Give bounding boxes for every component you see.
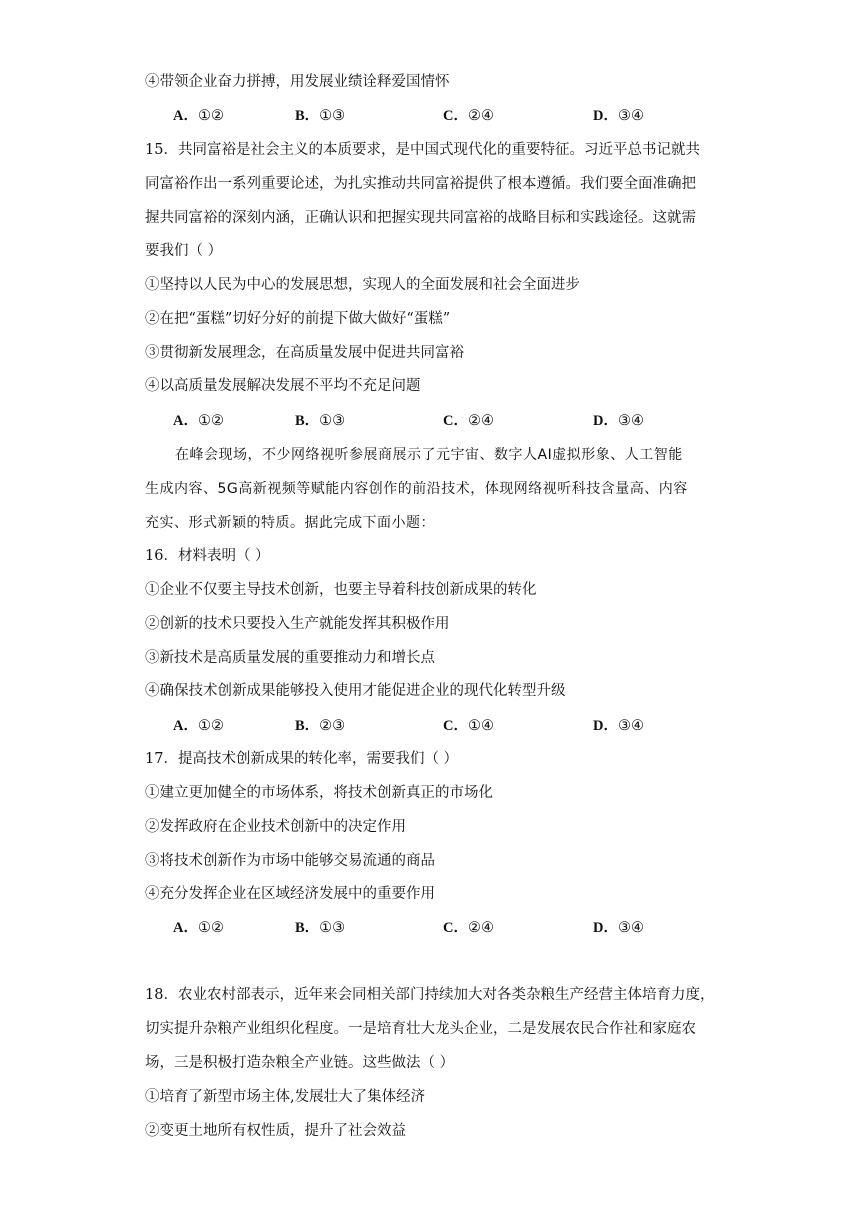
option-letter: B． [295,108,320,124]
option-text: ②③ [319,718,346,734]
option-letter: B． [295,413,320,429]
q14-option-a[interactable] [173,106,224,126]
option-text: ①③ [319,413,346,429]
q15-item-4: ④以高质量发展解决发展不平均不充足问题 [145,378,421,394]
option-letter: B． [295,718,320,734]
option-text: ①② [197,920,224,936]
option-text: ③④ [617,718,644,734]
q18-item-1: ①培育了新型市场主体,发展壮大了集体经济 [145,1089,426,1105]
option-letter: C． [443,413,468,429]
option-letter: C． [443,108,468,124]
q17-item-3: ③将技术创新作为市场中能够交易流通的商品 [145,853,435,869]
option-text: ②④ [467,920,494,936]
option-letter: A． [173,413,198,429]
option-text: ①③ [319,920,346,936]
option-letter: D． [593,920,618,936]
q18-item-2: ②变更土地所有权性质，提升了社会效益 [145,1123,406,1139]
q15-stem-line-2: 同富裕作出一系列重要论述，为扎实推动共同富裕提供了根本遵循。我们要全面准确把 [145,176,696,192]
option-letter: A． [173,718,198,734]
passage-line-2: 生成内容、5G高新视频等赋能内容创作的前沿技术，体现网络视听科技含量高、内容 [145,481,688,497]
option-letter: D． [593,108,618,124]
q15-stem-line-3: 握共同富裕的深刻内涵，正确认识和把握实现共同富裕的战略目标和实践途径。这就需 [145,210,696,226]
option-text: ③④ [617,108,644,124]
q18-stem-line-3: 场，三是积极打造杂粮全产业链。这些做法（ ） [145,1055,455,1071]
option-letter: C． [443,718,468,734]
q17-option-b[interactable] [295,918,345,938]
q17-item-2: ②发挥政府在企业技术创新中的决定作用 [145,819,406,835]
q16-option-d[interactable] [593,716,644,736]
q16-stem: 16．材料表明（ ） [145,548,270,564]
q15-item-2: ②在把“蛋糕”切好分好的前提下做大做好“蛋糕” [145,311,451,327]
q14-option-d[interactable] [593,106,644,126]
option-text: ②④ [467,413,494,429]
option-letter: D． [593,413,618,429]
q14-option-b[interactable] [295,106,345,126]
option-text: ②④ [467,108,494,124]
option-letter: C． [443,920,468,936]
option-text: ③④ [617,413,644,429]
option-letter: D． [593,718,618,734]
q15-option-d[interactable] [593,411,644,431]
q16-option-a[interactable] [173,716,224,736]
option-letter: A． [173,920,198,936]
q15-stem-line-1: 15．共同富裕是社会主义的本质要求，是中国式现代化的重要特征。习近平总书记就共 [145,142,700,158]
q16-item-4: ④确保技术创新成果能够投入使用才能促进企业的现代化转型升级 [145,683,566,699]
q17-item-1: ①建立更加健全的市场体系，将技术创新真正的市场化 [145,785,493,801]
q15-item-1: ①坚持以人民为中心的发展思想，实现人的全面发展和社会全面进步 [145,277,580,293]
q17-option-a[interactable] [173,918,224,938]
option-letter: B． [295,920,320,936]
q17-item-4: ④充分发挥企业在区域经济发展中的重要作用 [145,886,435,902]
q14-item-4: ④带领企业奋力拼搏，用发展业绩诠释爱国情怀 [145,74,450,90]
q17-stem: 17．提高技术创新成果的转化率，需要我们（ ） [145,751,459,767]
option-text: ①② [197,718,224,734]
option-text: ①② [197,108,224,124]
q17-option-d[interactable] [593,918,644,938]
q15-option-b[interactable] [295,411,345,431]
option-text: ③④ [617,920,644,936]
option-text: ①④ [467,718,494,734]
q16-option-b[interactable] [295,716,345,736]
q18-stem-line-1: 18．农业农村部表示，近年来会同相关部门持续加大对各类杂粮生产经营主体培育力度， [145,987,715,1003]
q16-item-1: ①企业不仅要主导技术创新，也要主导着科技创新成果的转化 [145,582,537,598]
q14-option-c[interactable] [443,106,494,126]
q16-item-2: ②创新的技术只要投入生产就能发挥其积极作用 [145,616,450,632]
option-letter: A． [173,108,198,124]
q15-option-c[interactable] [443,411,494,431]
option-text: ①② [197,413,224,429]
q17-option-c[interactable] [443,918,494,938]
passage-line-3: 充实、形式新颖的特质。据此完成下面小题： [145,515,435,531]
q16-option-c[interactable] [443,716,494,736]
passage-line-1: 在峰会现场，不少网络视听参展商展示了元宇宙、数字人AI虚拟形象、人工智能 [175,447,683,463]
q15-item-3: ③贯彻新发展理念，在高质量发展中促进共同富裕 [145,345,464,361]
q15-option-a[interactable] [173,411,224,431]
q16-item-3: ③新技术是高质量发展的重要推动力和增长点 [145,650,435,666]
option-text: ①③ [319,108,346,124]
q15-stem-line-4: 要我们（ ） [145,243,223,259]
q18-stem-line-2: 切实提升杂粮产业组织化程度。一是培育壮大龙头企业，二是发展农民合作社和家庭农 [145,1021,696,1037]
